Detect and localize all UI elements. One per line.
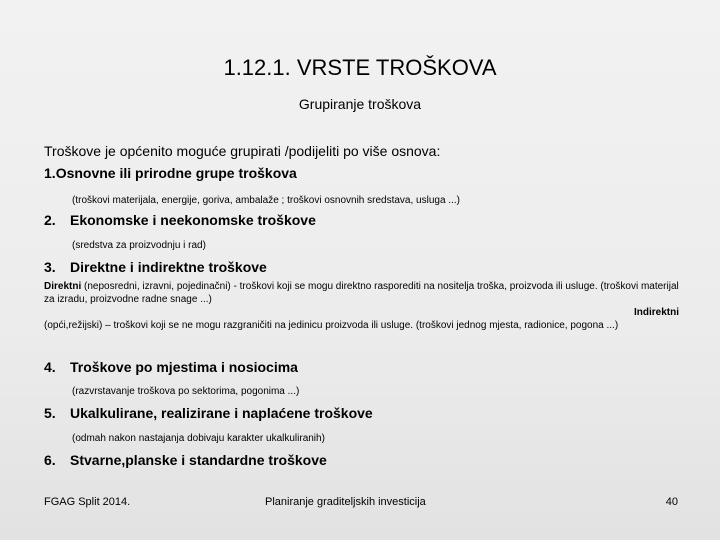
slide-title: 1.12.1. VRSTE TROŠKOVA (223, 55, 497, 80)
section-title: Osnovne ili prirodne grupe troškova (55, 165, 297, 181)
section-heading-4 (44, 359, 298, 375)
section-note-1: (troškovi materijala, energije, goriva, ambalaže ; troškovi osnovnih sredstava, usluga ...) (72, 195, 460, 206)
section-title: Stvarne,planske i standardne troškove (70, 452, 327, 468)
section-heading-5 (44, 405, 373, 421)
indirect-label: Indirektni (633, 307, 679, 318)
section-title: Ekonomske i neekonomske troškove (70, 212, 316, 228)
section-heading-6 (44, 452, 327, 468)
section-note-4: (razvrstavanje troškova po sektorima, pogonima ...) (72, 386, 300, 397)
section-number: 3. (44, 259, 56, 275)
footer-institution: FGAG Split 2014. (44, 496, 131, 508)
section-title: Troškove po mjestima i nosiocima (70, 359, 298, 375)
section-title: Direktne i indirektne troškove (70, 259, 267, 275)
footer-course: Planiranje graditeljskih investicija (265, 496, 426, 508)
direct-indirect-paragraph (44, 280, 684, 332)
section-heading-2 (44, 212, 316, 228)
section-number: 5. (44, 405, 56, 421)
page-number: 40 (665, 496, 678, 508)
section-note-5: (odmah nakon nastajanja dobivaju karakter ukalkuliranih) (72, 433, 325, 444)
section-number: 4. (44, 359, 56, 375)
section-number: 2. (44, 212, 56, 228)
section-note-2: (sredstva za proizvodnju i rad) (72, 240, 206, 251)
direct-label: Direktni (44, 281, 82, 292)
section-heading-1 (44, 165, 297, 181)
intro-text: Troškove je općenito moguće grupirati /podijeliti po više osnova: (44, 143, 441, 159)
section-title: Ukalkulirane, realizirane i naplaćene troškove (70, 405, 373, 421)
indirect-text: (opći,režijski) – troškovi koji se ne mogu razgraničiti na jedinicu proizvoda ili usluge. (troškovi jednog mjesta, radionice, pogona ...) (44, 320, 619, 331)
section-heading-3 (44, 259, 267, 275)
slide-subtitle: Grupiranje troškova (298, 96, 422, 112)
section-number: 1. (44, 165, 56, 181)
section-number: 6. (44, 452, 56, 468)
direct-text: (neposredni, izravni, pojedinačni) - troškovi koji se mogu direktno rasporediti na nositelja troška, proizvoda ili usluge. (troškovi materijal za izradu, proizvodne radne snage ...) (44, 281, 679, 305)
